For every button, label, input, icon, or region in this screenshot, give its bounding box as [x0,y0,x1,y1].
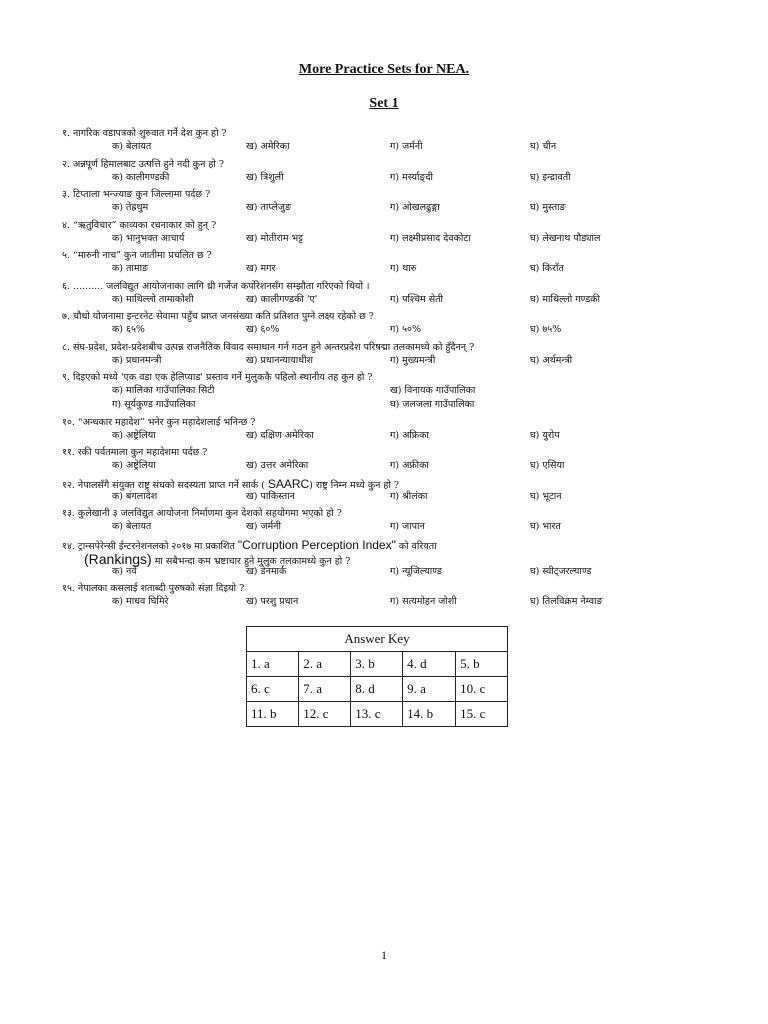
question-segment-latin: SAARC [267,476,310,491]
answer-option: ग) जर्मनी [390,141,423,152]
answer-option: क) ६५% [112,324,145,335]
answer-option: ग) सत्यमोहन जोशी [390,596,457,607]
page-number: 1 [381,948,387,962]
answer-key-row [247,702,508,727]
question-text [62,311,374,323]
document-title: More Practice Sets for NEA. [298,62,470,77]
answer-option: ख) डेनमार्क [246,565,287,577]
answer-option: क) माधव घिमिरे [112,596,169,607]
question-text [62,128,227,140]
answer-cell: 1. a [247,652,299,677]
question-text [62,583,244,595]
answer-option: घ) जलजला गाउँपालिका [390,399,475,410]
answer-option: ग) श्रीलंका [390,490,428,502]
answer-option: ख) पाकिस्तान [246,490,295,502]
question-segment: ८. संघ-प्रदेश, प्रदेश-प्रदेशबीच उत्पन्न राजनैतिक विवाद समाधान गर्न गठन हुने अन्तरप्रदेश परिषद्मा तलकामध्ये को हुँदैनन् ? [62,341,475,353]
answer-option: ख) ६०% [246,324,280,335]
answer-cell: 11. b [247,702,299,727]
answer-option: घ) इन्द्रावती [530,171,571,183]
answer-option: क) बेलायत [112,521,152,532]
answer-option: ख) विनायक गाउँपालिका [390,385,476,396]
answer-cell: 4. d [403,652,456,677]
answer-option: घ) किराँत [530,263,564,274]
answer-option: क) भानुभक्त आचार्य [112,232,185,244]
answer-option: ग) लक्ष्मीप्रसाद देवकोटा [390,232,471,244]
answer-option: ग) जापान [390,521,425,532]
answer-option: क) बेलायत [112,141,152,152]
answer-option: ख) ताप्लेजुङ [246,202,292,213]
answer-option: घ) लेखनाथ पौड्याल [530,232,601,244]
question-segment: ९. दिइएको मध्ये 'एक वडा एक हेलिप्याड' प्रस्ताव गर्ने मुलुककै पहिलो स्थानीय तह कुन हो ? [62,372,373,383]
question-segment: १३. कुलेखानी ३ जलविद्युत आयोजना निर्माणमा कुन देशको सहयोगमा भएको हो ? [62,508,342,519]
answer-option: घ) ७५% [530,324,562,335]
answer-cell: 6. c [247,677,299,702]
answer-option: घ) तिलविक्रम नेम्वाङ [530,596,603,607]
answer-option: ग) अफ्रिका [390,429,429,441]
question-text [62,250,212,262]
answer-option: घ) चीन [530,141,557,152]
answer-cell: 13. c [351,702,403,727]
answer-option: ग) मुख्यमन्त्री [390,354,436,366]
answer-option: घ) भारत [530,521,561,532]
answer-option: ख) प्रधानन्यायाधीश [246,354,313,366]
question-segment: ४. “ऋतुविचार” काव्यका रचनाकार को हुन् ? [62,219,217,231]
answer-option: घ) माथिल्लो गण्डकी [530,293,600,305]
question-text [62,189,210,201]
answer-option: ग) ओखलढुङ्गा [390,202,440,213]
question-segment: १२. नेपालसँगै संयुक्त राष्ट्र संघको सदस्यता प्राप्त गर्ने सार्क ( [62,479,268,491]
answer-option: ख) जर्मनी [246,521,281,532]
answer-cell: 12. c [299,702,351,727]
answer-option: क) बंगलादेश [112,490,158,502]
answer-option: ख) मोतीराम भट्ट [246,232,303,244]
answer-option: ख) अमेरिका [246,141,290,152]
answer-option: ग) अफ्रीका [390,460,429,471]
answer-cell: 10. c [456,677,508,702]
question-segment-latin: (Rankings) [84,550,152,567]
answer-option: ग) न्यूजिल्याण्ड [390,565,442,577]
answer-option: ग) सूर्यकुण्ड गाउँपालिका [112,399,196,410]
question-segment: १. नागरिक वडापत्रको शुरुवात गर्ने देश कुन हो ? [62,128,227,139]
answer-option: क) मालिका गाउँपालिका सिटी [112,385,215,396]
question-text [62,159,224,171]
answer-option: ग) पश्चिम सेती [390,293,443,305]
answer-option: क) प्रधानमन्त्री [112,354,162,366]
answer-key-table [246,626,508,727]
answer-option: ग) मर्स्याङ्दी [390,171,433,183]
answer-cell: 3. b [351,652,403,677]
answer-option: क) अष्ट्रेलिया [112,460,156,471]
answer-cell: 5. b [456,652,508,677]
answer-cell: 8. d [351,677,403,702]
answer-cell: 7. a [299,677,351,702]
answer-option: ग) थारु [390,263,417,274]
answer-option: घ) स्वीट्जरल्याण्ड [530,565,592,577]
answer-option: घ) भूटान [530,490,562,502]
question-text [62,281,370,293]
answer-option: ख) परशु प्रधान [246,596,299,607]
answer-option: क) माथिल्लो तामाकोशी [112,293,194,305]
question-text [62,508,342,520]
question-segment: २. अन्नपूर्ण हिमालबाट उत्पत्ति हुने नदी कुन हो ? [62,158,224,170]
answer-option: क) नर्वे [112,565,137,577]
question-segment: ६. .......... जलविद्युत आयोजनाका लागि थ्री गर्जेज कर्पोरेशनसँग सम्झौता गरिएको थियो । [62,280,370,292]
question-segment: ) राष्ट्र निम्न मध्ये कुन हो ? [309,479,400,491]
answer-option: ख) उत्तर अमेरिका [246,460,309,471]
question-text [62,220,216,232]
question-segment-latin: "Corruption Perception Index" [237,537,396,552]
answer-key-title: Answer Key [247,627,508,652]
question-text [62,447,207,459]
question-segment: १०. “अन्धकार महादेश” भनेर कुन महादेशलाई भनिन्छ ? [62,416,256,428]
question-text [62,478,399,492]
answer-key-row [247,652,508,677]
set-title: Set 1 [369,96,399,111]
question-segment: ५. “मारुनी नाच” कुन जातीमा प्रचलित छ ? [62,250,212,261]
answer-cell: 9. a [403,677,456,702]
answer-key-row [247,677,508,702]
answer-option: क) तामाङ [112,263,149,274]
answer-option: क) अष्ट्रेलिया [112,429,156,441]
answer-option: घ) मुस्ताङ [530,202,566,213]
question-segment: ७. चौधो योजनामा इन्टरनेट सेवामा पहुँच प्राप्त जनसंख्या कति प्रतिशत पुग्ने लक्ष्य रहेको छ ? [62,311,374,322]
question-segment: को वरियता [395,540,437,552]
question-segment: १५. नेपालका कसलाई शताब्दी पुरुषको संज्ञा दिइयो ? [62,583,245,594]
answer-option: क) कालीगण्डकी [112,171,170,183]
answer-cell: 15. c [456,702,508,727]
question-segment: ११. रकी पर्वतमाला कुन महादेशमा पर्दछ ? [62,447,208,458]
answer-option: ख) कालीगण्डकी 'ए' [246,293,318,305]
answer-cell: 14. b [403,702,456,727]
answer-option: घ) अर्थमन्त्री [530,354,573,366]
question-segment: मा सबैभन्दा कम भ्रष्टाचार हुने मुलुक तलकामध्ये कुन हो ? [151,555,351,567]
question-text [62,342,474,354]
question-segment: ३. टिप्ताला भन्ज्याङ कुन जिल्लामा पर्दछ ? [62,189,211,200]
answer-option: ग) ५०% [390,324,421,335]
question-text [62,417,255,429]
answer-option: ख) दक्षिण अमेरिका [246,429,314,441]
answer-cell: 2. a [299,652,351,677]
answer-option: क) तेह्रथुम [112,202,149,213]
question-text [62,372,373,384]
answer-option: ख) मगर [246,263,276,274]
answer-option: घ) युरोप [530,429,560,441]
answer-option: ख) त्रिशुली [246,171,284,183]
question-segment: १४. ट्रान्सपेरेन्सी ईन्टरनेशनलको २०१७ मा प्रकाशित [62,540,238,552]
answer-option: घ) एसिया [530,460,565,471]
